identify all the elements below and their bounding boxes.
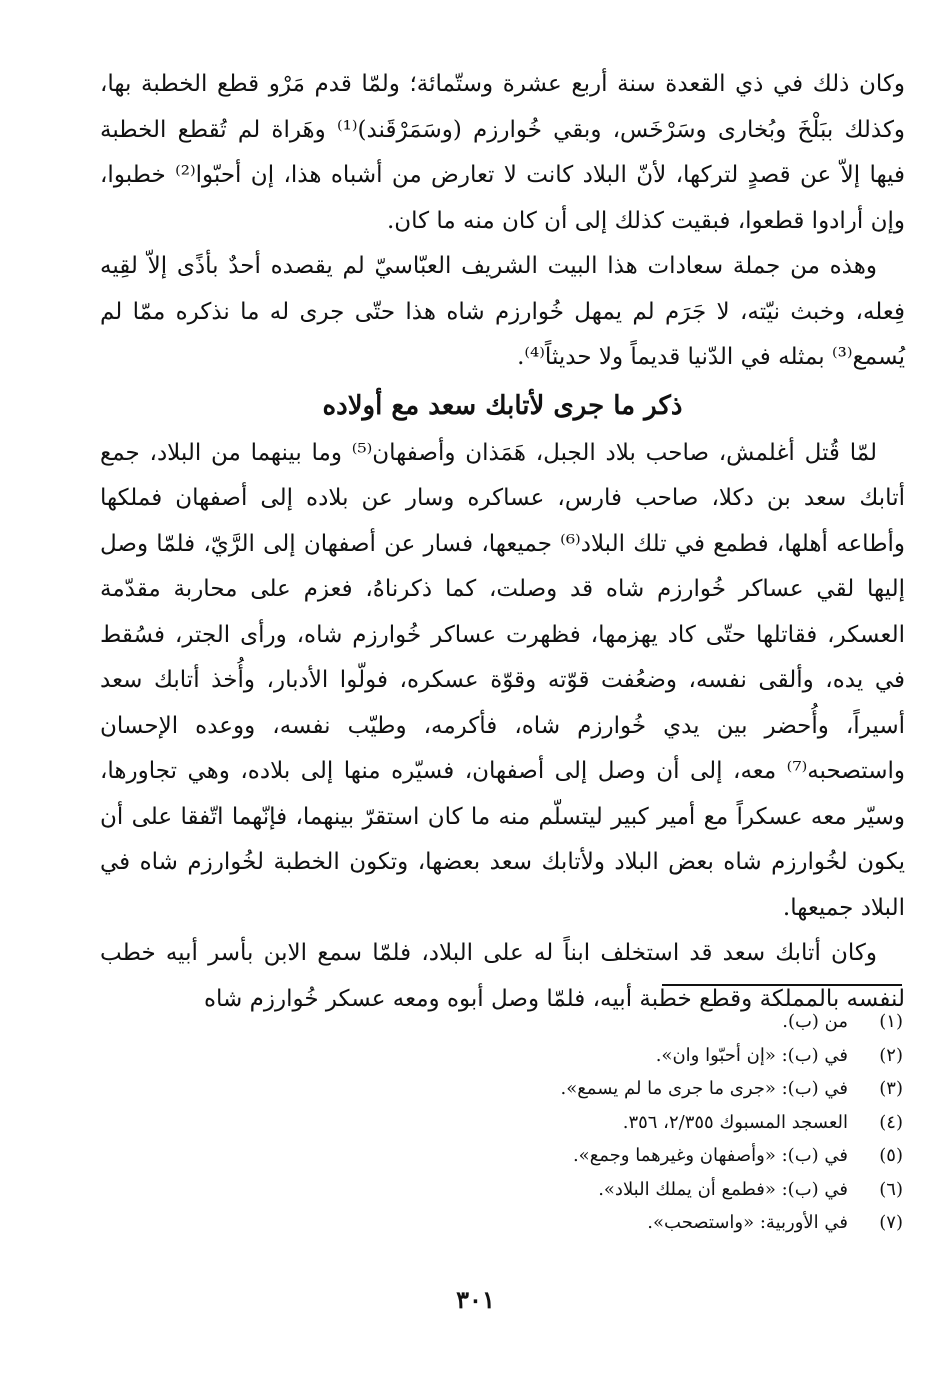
page-number: ٣٠١ [456,1285,495,1314]
footnote-text: في (ب): «جرى ما جرى ما لم يسمع». [560,1078,848,1099]
footnote-item [400,1173,903,1207]
footnote-text: العسجد المسبوك ٢/٣٥٥، ٣٥٦. [622,1111,848,1133]
paragraph-4: وكان أتابك سعد قد استخلف ابناً له على البلاد، فلمّا سمع الابن بأسر أبيه خطب لنفسه بالمملكة وقطع خطبة أبيه، فلمّا وصل أبوه ومعه عسكر خُوارزم شاه [100,940,905,1012]
footnote-text: في (ب): «إن أحبّوا وان». [655,1044,848,1066]
footnote-number: (٣) [879,1078,903,1099]
footnote-text: من (ب). [782,1011,848,1032]
footnote-item [400,1106,903,1140]
footnote-item [400,1139,903,1173]
footnote-divider [662,984,902,986]
footnote-number: (٤) [879,1111,903,1133]
footnote-text: في الأوربية: «واستصحب». [647,1212,848,1233]
footnote-text: في (ب): «وأصفهان وغيرهما وجمع». [572,1145,848,1166]
footnote-text: في (ب): «فطمع أن يملك البلاد». [598,1178,848,1200]
footnote-item [400,1039,903,1073]
footnote-item [400,1005,903,1039]
paragraph-3: لمّا قُتل أغلمش، صاحب بلاد الجبل، هَمَذان وأصفهان⁽⁵⁾ وما بينهما من البلاد، جمع أتابك سعد بن دكلا، صاحب فارس، عساكره وسار عن بلاده إلى أصفهان فملكها وأطاعه أهلها، فطمع في تلك البلاد⁽⁶⁾ جميعها، فسار عن أصفهان إلى الرَّيّ، فلمّا وصل إليها لقي عساكر خُوارزم شاه قد وصلت، كما ذكرناهُ، فعزم على محاربة مقدّمة العسكر، فقاتلها حتّى كاد يهزمها، فظهرت عساكر خُوارزم شاه، ورأى الجتر، فسُقط في يده، وألقى نفسه، وضعُفت قوّته وقوّة عسكره، فولّوا الأدبار، وأُخذ أتابك سعد أسيراً، وأُحضر بين يدي خُوارزم شاه، فأكرمه، وطيّب نفسه، ووعده الإحسان واستصحبه⁽⁷⁾ معه، إلى أن وصل إلى أصفهان، فسيّره منها إلى بلاده، وهي تجاورها، وسيّر معه عسكراً مع أمير كبير ليتسلّم منه ما كان استقرّ بينهما، فإنّهما اتّفقا على أن يكون لخُوارزم شاه بعض البلاد ولأتابك سعد بعضها، وتكون الخطبة لخُوارزم شاه في البلاد جميعها. [100,439,905,921]
footnote-number: (٦) [879,1178,903,1200]
footnote-number: (١) [879,1011,903,1032]
paragraph-2: وهذه من جملة سعادات هذا البيت الشريف العبّاسيّ لم يقصده أحدٌ بأذًى إلاّ لقِيه فِعله، وخبث نيّته، لا جَرَم لم يمهل خُوارزم شاه هذا حتّى جرى له ما نذكره ممّا لم يُسمع⁽³⁾ بمثله في الدّنيا قديماً ولا حديثاً⁽⁴⁾. [100,253,905,370]
main-text-block [100,62,905,1022]
footnote-item [400,1072,903,1106]
footnotes-list [400,1005,903,1240]
footnote-number: (٥) [879,1145,903,1166]
paragraph-1: وكان ذلك في ذي القعدة سنة أربع عشرة وستّمائة؛ ولمّا قدم مَرْو قطع الخطبة بها، وكذلك ببَلْخَ وبُخارى وسَرْخَس، وبقي خُوارزم (وسَمَرْقَند)⁽¹⁾ وهَراة لم تُقطع الخطبة فيها إلاّ عن قصدٍ لتركها، لأنّ البلاد كانت لا تعارض من أشباه هذا، إن أحبّوا⁽²⁾ خطبوا، وإن أرادوا قطعوا، فبقيت كذلك إلى أن كان منه ما كان. [100,71,906,234]
footnote-number: (٧) [879,1212,903,1233]
footnote-number: (٢) [879,1044,903,1066]
footnote-item [400,1206,903,1240]
section-heading: ذكر ما جرى لأتابك سعد مع أولاده [322,390,683,421]
